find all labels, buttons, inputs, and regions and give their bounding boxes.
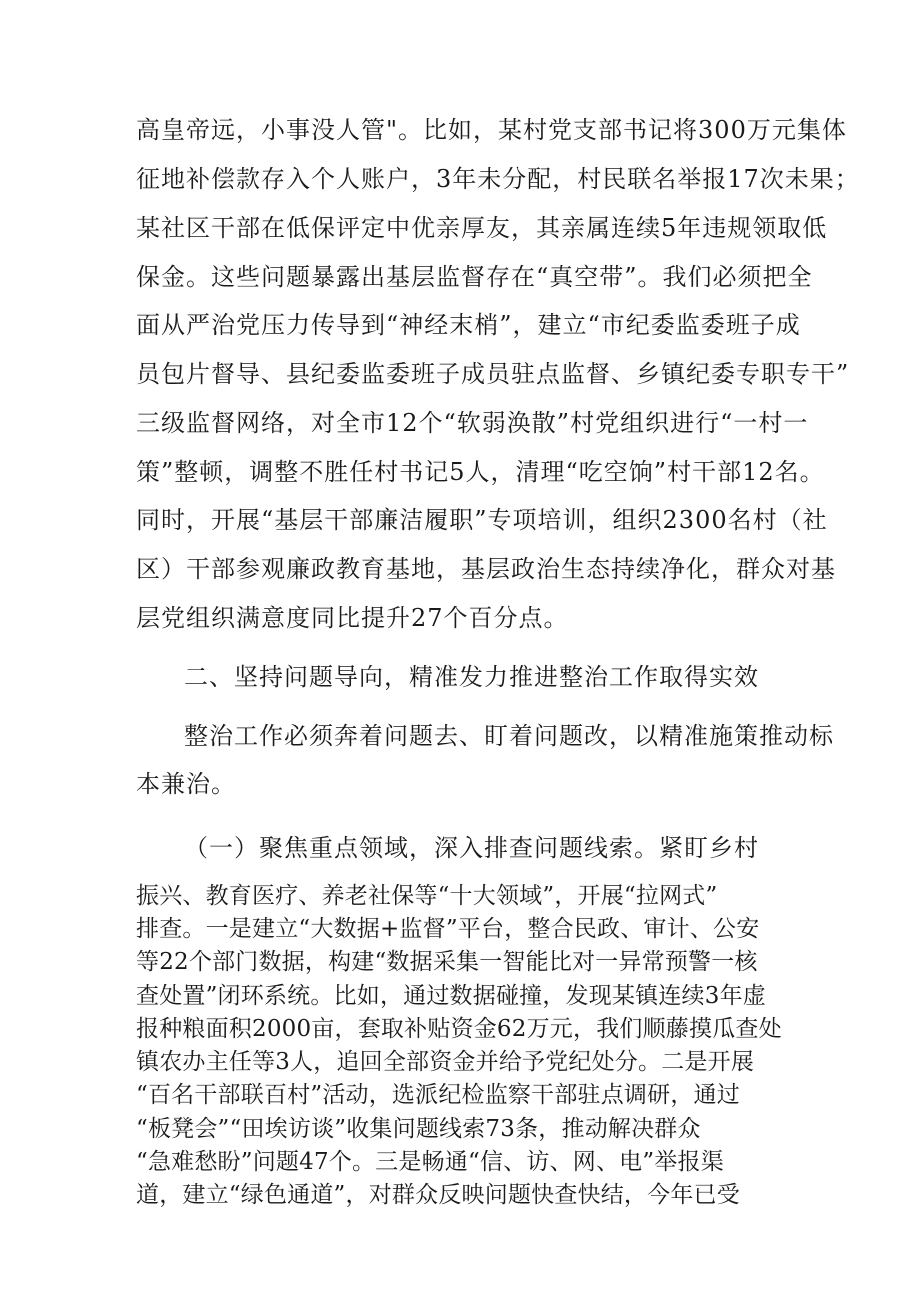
text-line: 本兼治。 (136, 770, 236, 798)
text-line: 征地补偿款存入个人账户，3年未分配，村民联名举报17次未果； (136, 165, 860, 193)
text-line: 面从严治党压力传导到“神经末梢”，建立“市纪委监委班子成 (136, 311, 801, 339)
text-line: 整治工作必须奔着问题去、盯着问题改，以精准施策推动标 (184, 722, 834, 750)
text-line: 区）干部参观廉政教育基地，基层政治生态持续净化，群众对基 (136, 555, 836, 583)
text-line: “百名干部联百村”活动，选派纪检监察干部驻点调研，通过 (136, 1082, 740, 1108)
text-line: 层党组织满意度同比提升27个百分点。 (136, 604, 569, 632)
text-line: “急难愁盼”问题47个。三是畅通“信、访、网、电”举报渠 (136, 1149, 724, 1175)
text-line: 某社区干部在低保评定中优亲厚友，其亲属连续5年违规领取低 (136, 214, 828, 242)
text-line: 保金。这些问题暴露出基层监督存在“真空带”。我们必须把全 (136, 263, 813, 291)
text-line: 策”整顿，调整不胜任村书记5人，清理“吃空饷”村干部12名。 (136, 458, 825, 486)
text-line: 等22个部门数据，构建“数据采集一智能比对一异常预警一核 (136, 949, 758, 975)
text-line: 镇农办主任等3人，追回全部资金并给予党纪处分。二是开展 (136, 1049, 755, 1075)
text-line: 查处置”闭环系统。比如，通过数据碰撞，发现某镇连续3年虚 (136, 983, 766, 1009)
text-line: 三级监督网络，对全市12个“软弱涣散”村党组织进行“一村一 (136, 409, 809, 437)
text-line: 排查。一是建立“大数据+监督”平台，整合民政、审计、公安 (136, 916, 760, 942)
text-line: 同时，开展“基层干部廉洁履职”专项培训，组织2300名村（社 (136, 506, 828, 534)
subsection-1-heading: （一）聚焦重点领域，深入排查问题线索。紧盯乡村 (184, 834, 759, 862)
section-2-heading: 二、坚持问题导向，精准发力推进整治工作取得实效 (184, 663, 759, 691)
text-line: 振兴、教育医疗、养老社保等“十大领域”，开展“拉网式” (136, 883, 718, 909)
text-line: 员包片督导、县纪委监委班子成员驻点监督、乡镇纪委专职专干” (136, 360, 850, 388)
text-line: 高皇帝远，小事没人管"。比如，某村党支部书记将300万元集体 (136, 116, 847, 144)
text-line: “板凳会”“田埃访谈”收集问题线索73条，推动解决群众 (136, 1116, 701, 1142)
text-line: 报种粮面积2000亩，套取补贴资金62万元，我们顺藤摸瓜查处 (136, 1016, 782, 1042)
text-line: 道，建立“绿色通道”，对群众反映问题快查快结，今年已受 (136, 1182, 740, 1208)
